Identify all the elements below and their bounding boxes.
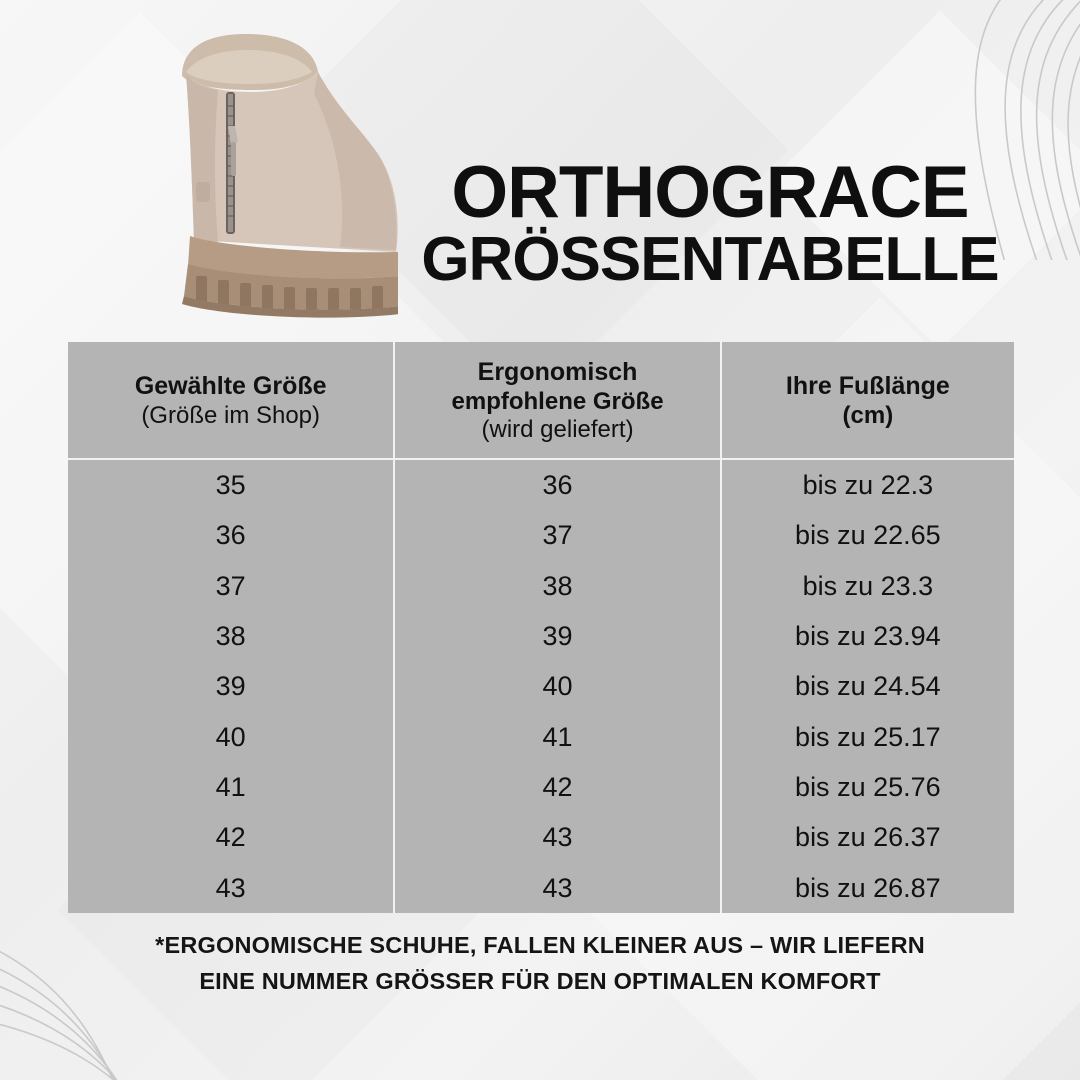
cell-foot-length: bis zu 23.3 <box>802 570 934 601</box>
column-header-recommended-size <box>394 342 720 458</box>
cell-delivered-size: 42 <box>394 762 720 812</box>
column-header-line2: (Größe im Shop) <box>141 401 321 429</box>
table-row <box>68 460 1014 510</box>
cell-delivered-size: 40 <box>394 661 720 711</box>
table-row <box>68 561 1014 611</box>
cell-shop-size: 38 <box>68 611 394 661</box>
table-row <box>68 611 1014 661</box>
beige-winter-boot-photo <box>78 14 398 334</box>
table-header-row <box>68 342 1014 458</box>
cell-delivered-size: 43 <box>394 863 720 913</box>
column-header-foot-length <box>721 342 1014 458</box>
size-table-body <box>68 460 1014 913</box>
footnote <box>100 928 980 999</box>
column-header-line1: Ergonomisch <box>477 358 638 386</box>
cell-shop-size: 42 <box>68 812 394 862</box>
cell-foot-length: bis zu 25.76 <box>795 772 941 803</box>
cell-delivered-size: 41 <box>394 712 720 762</box>
cell-delivered-size: 38 <box>394 561 720 611</box>
cell-foot-length: bis zu 26.87 <box>795 872 941 903</box>
cell-shop-size: 36 <box>68 510 394 560</box>
page-title: ORTHOGRACE <box>451 152 969 233</box>
size-table-wrapper <box>68 342 1014 913</box>
cell-foot-length: bis zu 22.65 <box>795 520 941 551</box>
table-row <box>68 661 1014 711</box>
size-table <box>68 342 1014 913</box>
cell-shop-size: 35 <box>68 460 394 510</box>
page-title-block <box>360 152 1060 295</box>
table-row <box>68 712 1014 762</box>
cell-shop-size: 41 <box>68 762 394 812</box>
cell-foot-length: bis zu 23.94 <box>795 621 941 652</box>
cell-shop-size: 37 <box>68 561 394 611</box>
column-header-shop-size <box>68 342 394 458</box>
table-row <box>68 762 1014 812</box>
cell-delivered-size: 43 <box>394 812 720 862</box>
cell-shop-size: 43 <box>68 863 394 913</box>
footnote-line-1: *ERGONOMISCHE SCHUHE, FALLEN KLEINER AUS – WIR LIEFERN <box>155 932 925 958</box>
cell-shop-size: 39 <box>68 661 394 711</box>
column-header-line2: (wird geliefert) <box>481 415 634 443</box>
size-table-head <box>68 342 1014 460</box>
cell-delivered-size: 39 <box>394 611 720 661</box>
column-header-line2: (cm) <box>842 401 894 429</box>
page-subtitle: GRÖSSENTABELLE <box>421 225 999 295</box>
cell-foot-length: bis zu 22.3 <box>802 470 934 501</box>
cell-delivered-size: 37 <box>394 510 720 560</box>
cell-foot-length: bis zu 25.17 <box>795 721 941 752</box>
table-row <box>68 863 1014 913</box>
column-header-line1: Gewählte Größe <box>134 372 327 401</box>
footnote-line-2: EINE NUMMER GRÖSSER FÜR DEN OPTIMALEN KOMFORT <box>199 967 881 994</box>
column-header-line1b: empfohlene Größe <box>451 387 664 415</box>
cell-delivered-size: 36 <box>394 460 720 510</box>
cell-shop-size: 40 <box>68 712 394 762</box>
cell-foot-length: bis zu 26.37 <box>795 822 941 853</box>
column-header-line1: Ihre Fußlänge <box>785 372 950 401</box>
cell-foot-length: bis zu 24.54 <box>795 671 941 702</box>
table-row <box>68 812 1014 862</box>
table-row <box>68 510 1014 560</box>
